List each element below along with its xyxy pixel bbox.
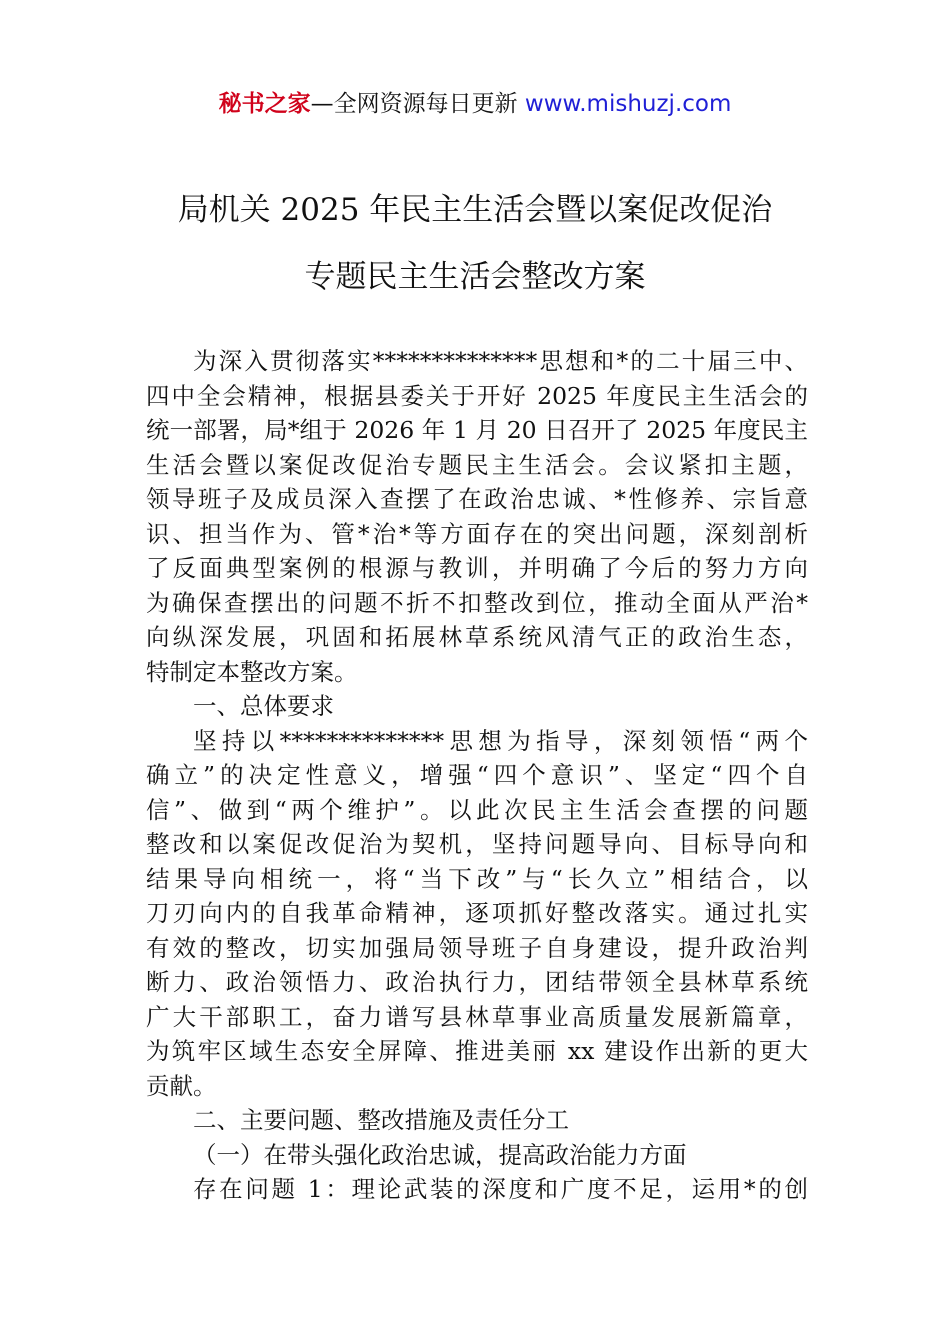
body-line-intro-4: 生活会暨以案促改促治专题民主生活会。会议紧扣主题， [146,450,808,479]
document-title-line-1: 局机关 2025 年民主生活会暨以案促改促治 [177,192,773,228]
body-line-s1-11: 贡献。 [146,1071,217,1100]
body-line-intro-10: 特制定本整改方案。 [146,657,358,686]
document-title-line-2: 专题民主生活会整改方案 [304,259,646,295]
body-line-s1-8: 断力、政治领悟力、政治执行力，团结带领全县林草系统 [146,968,808,996]
body-line-intro-1: 为深入贯彻落实**************思想和*的二十届三中、 [193,347,808,375]
body-line-s1-5: 结果导向相统一，将“当下改”与“长久立”相结合，以 [146,864,808,893]
subsection-heading-1: （一）在带头强化政治忠诚，提高政治能力方面 [193,1140,687,1169]
body-line-intro-6: 识、担当作为、管*治*等方面存在的突出问题，深刻剖析 [146,519,808,548]
body-line-intro-5: 领导班子及成员深入查摆了在政治忠诚、*性修养、宗旨意 [146,485,808,513]
body-line-s1-3: 信”、做到“两个维护”。以此次民主生活会查摆的问题 [146,795,808,824]
body-line-s1-9: 广大干部职工，奋力谱写县林草事业高质量发展新篇章， [146,1002,808,1031]
body-line-intro-7: 了反面典型案例的根源与教训，并明确了今后的努力方向 [146,554,808,582]
section-heading-1: 一、总体要求 [193,692,334,720]
header-tagline: —全网资源每日更新 [310,91,525,117]
body-line-intro-8: 为确保查摆出的问题不折不扣整改到位，推动全面从严治* [146,588,808,617]
body-line-s1-2: 确立”的决定性意义，增强“四个意识”、坚定“四个自 [146,761,808,789]
body-line-intro-2: 四中全会精神，根据县委关于开好 2025 年度民主生活会的 [146,381,808,410]
website-link[interactable]: www.mishuzj.com [524,91,732,117]
body-line-s1-7: 有效的整改，切实加强局领导班子自身建设，提升政治判 [146,933,808,962]
problem-1-line: 存在问题 1：理论武装的深度和广度不足，运用*的创 [193,1175,808,1203]
body-line-s1-6: 刀刃向内的自我革命精神，逐项抓好整改落实。通过扎实 [146,899,808,927]
body-line-intro-9: 向纵深发展，巩固和拓展林草系统风清气正的政治生态， [146,623,808,651]
brand-name: 秘书之家 [218,91,311,117]
body-line-intro-3: 统一部署，局*组于 2026 年 1 月 20 日召开了 2025 年度民主 [146,416,808,444]
body-line-s1-4: 整改和以案促改促治为契机，坚持问题导向、目标导向和 [146,830,808,858]
document-body [146,344,808,1207]
section-heading-2: 二、主要问题、整改措施及责任分工 [193,1106,569,1134]
site-header [0,88,950,120]
body-line-s1-10: 为筑牢区域生态安全屏障、推进美丽 xx 建设作出新的更大 [146,1037,808,1065]
body-line-s1-1: 坚持以**************思想为指导，深刻领悟“两个 [193,726,808,755]
